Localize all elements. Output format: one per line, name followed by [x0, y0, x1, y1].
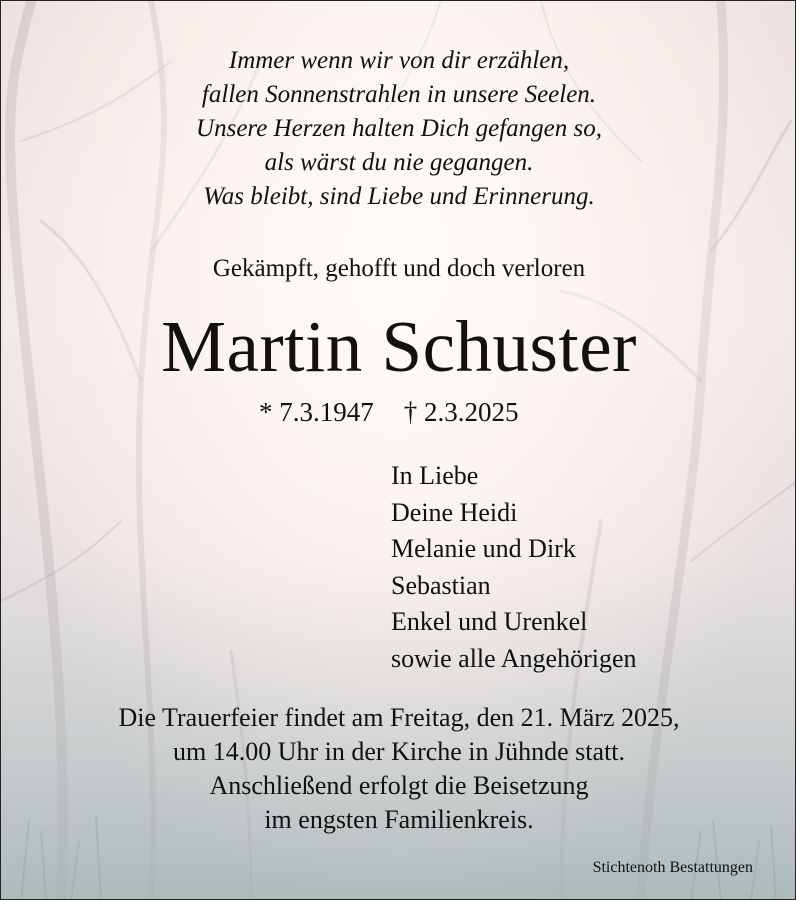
notice-content — [1, 1, 796, 900]
deceased-name: Martin Schuster — [161, 306, 637, 387]
birth-date: * 7.3.1947 — [259, 397, 374, 427]
mourner-line: Deine Heidi — [391, 497, 518, 527]
death-date: † 2.3.2025 — [403, 397, 519, 427]
motto-line: Gekämpft, gehofft und doch verloren — [212, 255, 586, 282]
poem-line: Immer wenn wir von dir erzählen, — [228, 47, 570, 74]
poem-line: fallen Sonnenstrahlen in unsere Seelen. — [201, 81, 597, 108]
life-dates — [259, 397, 519, 428]
poem-line: als wärst du nie gegangen. — [264, 149, 534, 176]
mourner-line: sowie alle Angehörigen — [391, 643, 637, 673]
funeral-line: um 14.00 Uhr in der Kirche in Jühnde statt. — [172, 737, 626, 766]
mourner-line: In Liebe — [391, 461, 479, 490]
funeral-announcement — [1, 701, 796, 837]
mourner-line: Sebastian — [391, 570, 491, 600]
mourner-line: Enkel und Urenkel — [391, 607, 588, 636]
funeral-line: Anschließend erfolgt die Beisetzung — [209, 771, 589, 800]
poem-line: Unsere Herzen halten Dich gefangen so, — [196, 115, 602, 142]
funeral-line: im engsten Familienkreis. — [264, 805, 534, 834]
mourners-list — [391, 458, 637, 677]
funeral-line: Die Trauerfeier findet am Freitag, den 21. März 2025, — [118, 703, 680, 732]
poem-line: Was bleibt, sind Liebe und Erinnerung. — [203, 183, 595, 210]
mourner-line: Melanie und Dirk — [391, 534, 576, 563]
memorial-poem — [1, 44, 796, 214]
undertaker-credit: Stichtenoth Bestattungen — [592, 859, 753, 876]
